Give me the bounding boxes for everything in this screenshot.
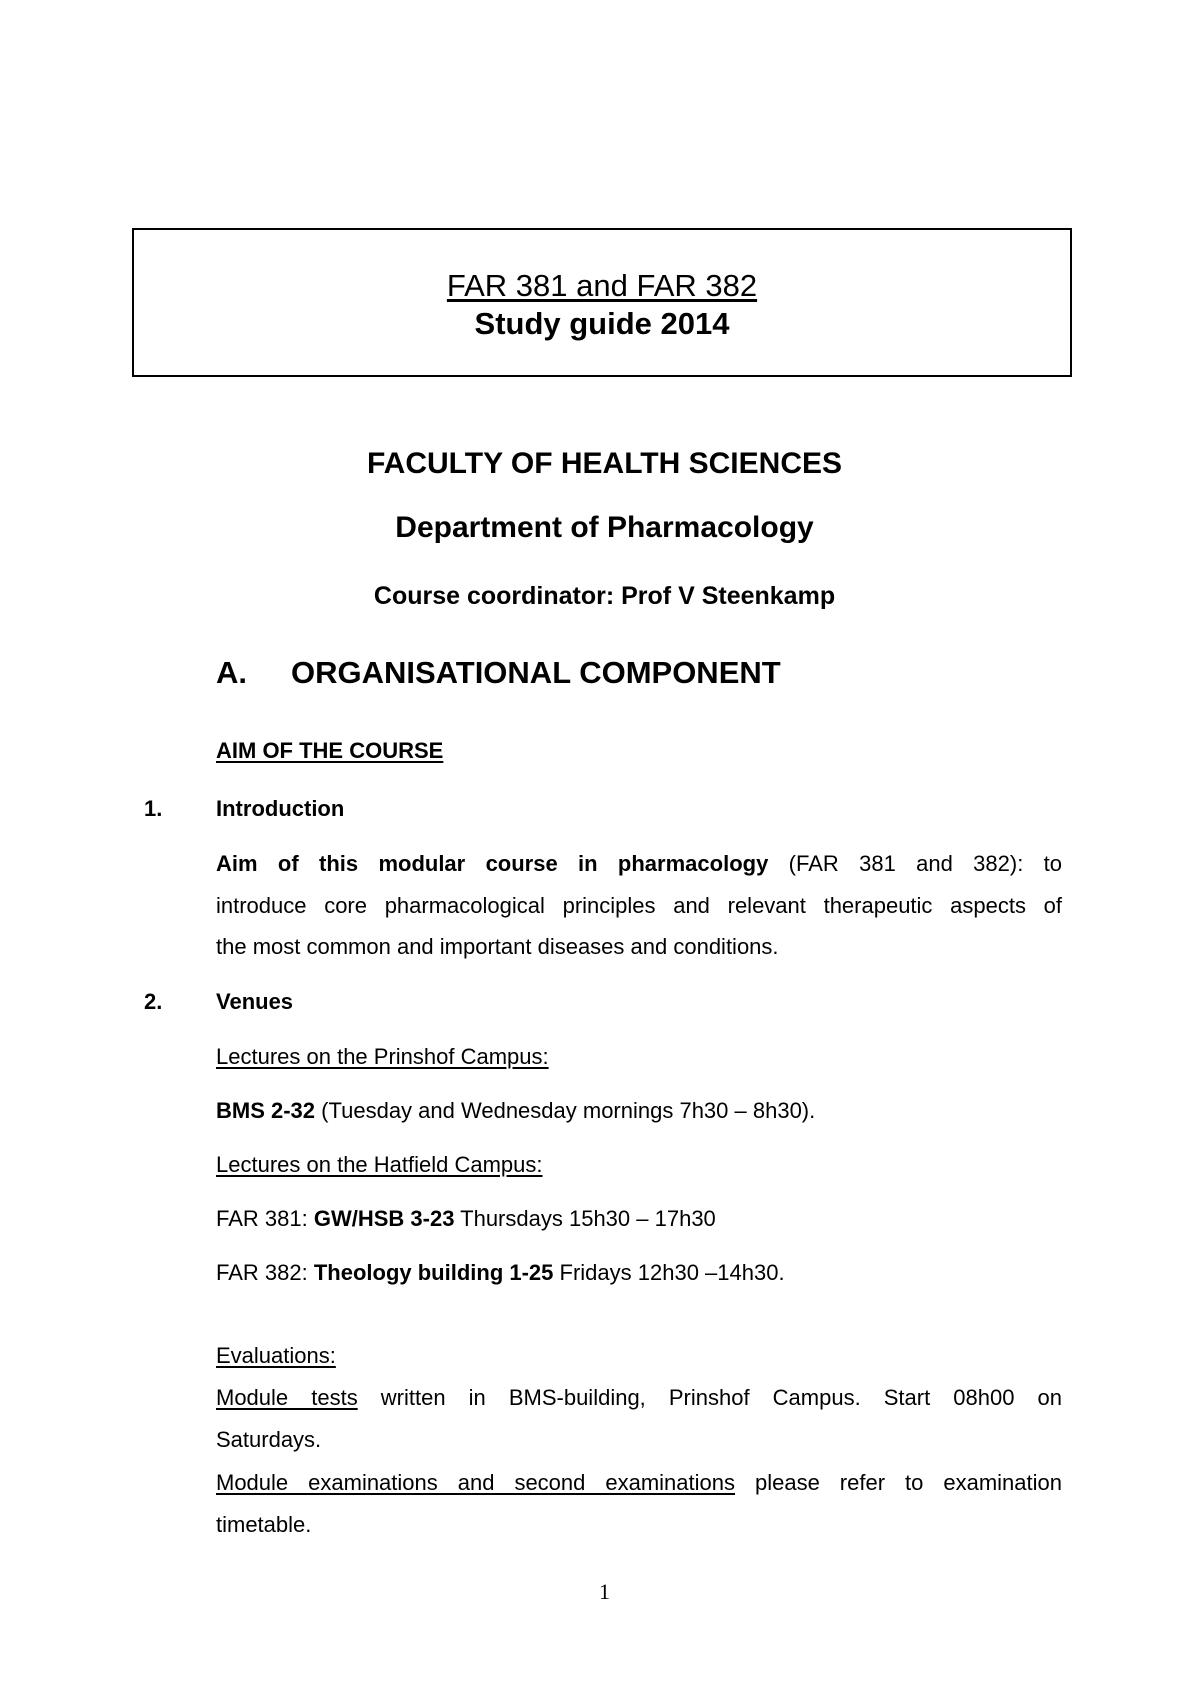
prinshof-room: BMS 2-32 (216, 1098, 316, 1123)
far381-venue (216, 1206, 716, 1232)
item-1-title: Introduction (216, 796, 345, 821)
far382-venue (216, 1260, 785, 1286)
module-tests-label: Module tests (216, 1385, 358, 1410)
coordinator-heading: Course coordinator: Prof V Steenkamp (373, 582, 836, 610)
far382-room: Theology building 1-25 (313, 1260, 554, 1285)
section-a-letter: A. (216, 655, 247, 690)
page-number: 1 (599, 1579, 610, 1604)
module-tests-line-2: Saturdays. (216, 1427, 322, 1452)
intro-paragraph-line-1 (216, 851, 1062, 877)
item-2-title: Venues (216, 989, 294, 1014)
item-2-number: 2. (144, 989, 163, 1014)
module-exams-line-2: timetable. (216, 1512, 312, 1537)
far381-times: Thursdays 15h30 – 17h30 (454, 1206, 716, 1231)
study-guide-title: Study guide 2014 (474, 306, 730, 341)
evaluations-heading: Evaluations: (216, 1343, 336, 1368)
far382-times: Fridays 12h30 –14h30. (553, 1260, 785, 1285)
department-heading: Department of Pharmacology (395, 511, 814, 544)
aim-rest-text: (FAR 381 and 382): to (768, 851, 1063, 876)
item-1-number: 1. (144, 796, 163, 821)
intro-paragraph-line-2: introduce core pharmacological principles and relevant therapeutic aspects of (216, 893, 1062, 918)
prinshof-heading: Lectures on the Prinshof Campus: (216, 1044, 549, 1069)
course-title: FAR 381 and FAR 382 (446, 268, 758, 303)
title-box (132, 228, 1072, 377)
module-exams-label: Module examinations and second examinations (216, 1470, 735, 1495)
module-exams-line-1 (216, 1470, 1062, 1496)
far382-prefix: FAR 382: (216, 1260, 314, 1285)
prinshof-times: (Tuesday and Wednesday mornings 7h30 – 8h30). (315, 1098, 816, 1123)
far381-room: GW/HSB 3-23 (313, 1206, 455, 1231)
module-exams-text: please refer to examination (735, 1470, 1062, 1495)
aim-bold-text: Aim of this modular course in pharmacology (216, 851, 769, 876)
far381-prefix: FAR 381: (216, 1206, 314, 1231)
prinshof-venue (216, 1098, 815, 1124)
section-a-title: ORGANISATIONAL COMPONENT (291, 655, 781, 690)
module-tests-line-1 (216, 1385, 1062, 1411)
aim-heading: AIM OF THE COURSE (216, 738, 444, 763)
hatfield-heading: Lectures on the Hatfield Campus: (216, 1152, 543, 1177)
faculty-heading: FACULTY OF HEALTH SCIENCES (366, 447, 843, 480)
intro-paragraph-line-3: the most common and important diseases and conditions. (216, 934, 779, 959)
module-tests-text: written in BMS-building, Prinshof Campus. Start 08h00 on (357, 1385, 1062, 1410)
